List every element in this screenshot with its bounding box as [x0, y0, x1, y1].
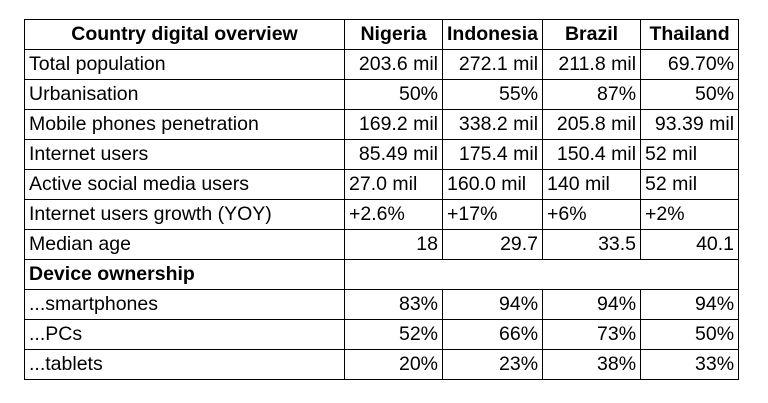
header-row — [25, 20, 739, 50]
cell-brazil: 33.5 — [543, 230, 641, 260]
header-cell-title: Country digital overview — [25, 20, 345, 50]
section-row-device-ownership — [25, 260, 739, 290]
cell-thailand: 52 mil — [641, 140, 739, 170]
table-row — [25, 110, 739, 140]
header-cell-indonesia: Indonesia — [443, 20, 543, 50]
cell-nigeria: 203.6 mil — [345, 50, 443, 80]
cell-indonesia: 272.1 mil — [443, 50, 543, 80]
table-row — [25, 50, 739, 80]
table-row — [25, 140, 739, 170]
cell-thailand: 69.70% — [641, 50, 739, 80]
country-digital-overview-table-wrapper — [24, 19, 739, 380]
cell-thailand: 33% — [641, 350, 739, 380]
cell-nigeria: 85.49 mil — [345, 140, 443, 170]
cell-indonesia: 338.2 mil — [443, 110, 543, 140]
cell-indonesia: 160.0 mil — [443, 170, 543, 200]
row-label: ...tablets — [25, 350, 345, 380]
cell-brazil: 38% — [543, 350, 641, 380]
row-label: ...smartphones — [25, 290, 345, 320]
cell-indonesia: +17% — [443, 200, 543, 230]
cell-brazil: 140 mil — [543, 170, 641, 200]
cell-thailand: 40.1 — [641, 230, 739, 260]
cell-indonesia: 23% — [443, 350, 543, 380]
row-label: Active social media users — [25, 170, 345, 200]
cell-nigeria: 169.2 mil — [345, 110, 443, 140]
cell-nigeria: 20% — [345, 350, 443, 380]
table-row — [25, 80, 739, 110]
cell-indonesia: 66% — [443, 320, 543, 350]
table-row — [25, 230, 739, 260]
cell-thailand: 52 mil — [641, 170, 739, 200]
cell-indonesia: 175.4 mil — [443, 140, 543, 170]
header-cell-brazil: Brazil — [543, 20, 641, 50]
header-cell-nigeria: Nigeria — [345, 20, 443, 50]
table-row — [25, 170, 739, 200]
cell-brazil: +6% — [543, 200, 641, 230]
row-label: Internet users growth (YOY) — [25, 200, 345, 230]
cell-nigeria: 52% — [345, 320, 443, 350]
cell-brazil: 94% — [543, 290, 641, 320]
cell-thailand: +2% — [641, 200, 739, 230]
table-row — [25, 200, 739, 230]
cell-indonesia: 94% — [443, 290, 543, 320]
cell-nigeria: 50% — [345, 80, 443, 110]
cell-thailand: 50% — [641, 80, 739, 110]
cell-thailand: 93.39 mil — [641, 110, 739, 140]
country-digital-overview-table — [24, 19, 739, 380]
cell-brazil: 211.8 mil — [543, 50, 641, 80]
cell-brazil: 150.4 mil — [543, 140, 641, 170]
cell-nigeria: 18 — [345, 230, 443, 260]
cell-brazil: 87% — [543, 80, 641, 110]
cell-nigeria: 27.0 mil — [345, 170, 443, 200]
row-label: ...PCs — [25, 320, 345, 350]
table-row — [25, 320, 739, 350]
cell-thailand: 50% — [641, 320, 739, 350]
cell-nigeria: 83% — [345, 290, 443, 320]
section-label: Device ownership — [25, 260, 345, 290]
header-cell-thailand: Thailand — [641, 20, 739, 50]
row-label: Median age — [25, 230, 345, 260]
row-label: Internet users — [25, 140, 345, 170]
cell-thailand: 94% — [641, 290, 739, 320]
section-empty-cell — [345, 260, 739, 290]
row-label: Urbanisation — [25, 80, 345, 110]
row-label: Total population — [25, 50, 345, 80]
cell-nigeria: +2.6% — [345, 200, 443, 230]
cell-brazil: 205.8 mil — [543, 110, 641, 140]
table-row — [25, 350, 739, 380]
row-label: Mobile phones penetration — [25, 110, 345, 140]
table-row — [25, 290, 739, 320]
cell-indonesia: 29.7 — [443, 230, 543, 260]
cell-indonesia: 55% — [443, 80, 543, 110]
cell-brazil: 73% — [543, 320, 641, 350]
